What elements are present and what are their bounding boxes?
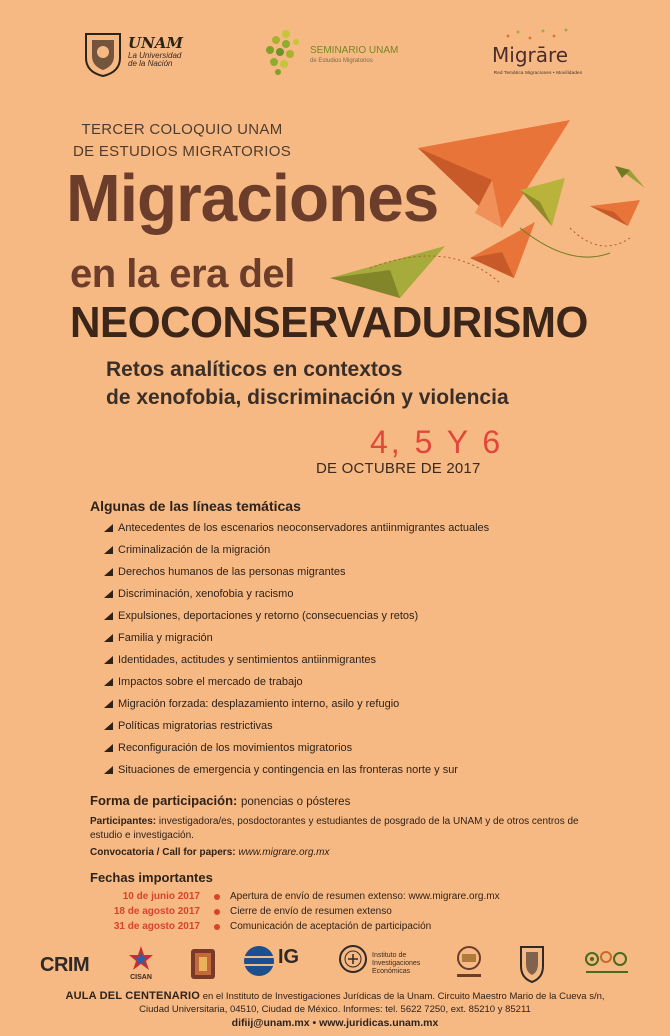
unam-logo	[128, 36, 188, 69]
migrare-title: Migrāre	[492, 43, 569, 67]
themes-heading: Algunas de las líneas temáticas	[90, 498, 301, 514]
university-seal-icon	[188, 944, 218, 984]
theme-text: Situaciones de emergencia y contingencia en las fronteras norte y sur	[118, 764, 458, 776]
date-row	[106, 904, 586, 919]
cisan-logo	[126, 944, 156, 984]
theme-text: Reconfiguración de los movimientos migratorios	[118, 742, 353, 754]
triangle-bullet-icon	[104, 656, 113, 664]
triangle-bullet-icon	[104, 634, 113, 642]
list-item	[104, 627, 544, 649]
cisan-star-icon	[126, 944, 156, 972]
list-item	[104, 517, 544, 539]
ig-logo	[242, 944, 322, 984]
list-item	[104, 715, 544, 737]
list-item	[104, 671, 544, 693]
iie-label-line1: Instituto de	[372, 952, 407, 959]
event-title-line2: en la era del	[70, 252, 295, 296]
theme-text: Antecedentes de los escenarios neoconservadores antiinmigrantes actuales	[118, 522, 490, 534]
list-item	[104, 561, 544, 583]
event-title-line3: NEOCONSERVADURISMO	[70, 298, 588, 347]
theme-text: Impactos sobre el mercado de trabajo	[118, 676, 303, 688]
event-subtitle-line1: Retos analíticos en contextos	[106, 358, 403, 381]
date-description: Apertura de envío de resumen extenso: www.migrare.org.mx	[230, 891, 500, 902]
participation-heading: Forma de participación:	[90, 793, 238, 808]
dot-bullet-icon	[214, 924, 220, 930]
seminario-title: SEMINARIO UNAM	[310, 45, 399, 56]
venue-rest: en el Instituto de Investigaciones Jurídicas de la Unam. Circuito Maestro Mario de la Cueva s/n,	[202, 991, 605, 1002]
unam-crest-small-icon	[518, 944, 546, 984]
date-value: 31 de agosto 2017	[113, 921, 200, 932]
triangle-bullet-icon	[104, 568, 113, 576]
date-description: Cierre de envío de resumen extenso	[230, 906, 392, 917]
event-month-year: DE OCTUBRE DE 2017	[316, 460, 481, 477]
event-title: Migraciones	[66, 161, 439, 236]
theme-text: Migración forzada: desplazamiento interno, asilo y refugio	[118, 698, 400, 710]
theme-text: Familia y migración	[118, 632, 213, 644]
theme-text: Criminalización de la migración	[118, 544, 271, 556]
date-value: 18 de agosto 2017	[113, 906, 200, 917]
seminario-dots-icon	[258, 28, 308, 78]
dates-heading: Fechas importantes	[90, 870, 213, 885]
iie-label-line3: Económicas	[372, 968, 411, 975]
seminario-subtitle: de Estudios Migratorios	[310, 58, 373, 64]
date-value: 10 de junio 2017	[122, 891, 200, 902]
date-row	[106, 919, 586, 934]
iie-label-line2: Investigaciones	[372, 960, 421, 967]
unam-crest-icon	[82, 30, 124, 78]
triangle-bullet-icon	[104, 766, 113, 774]
coloquio-line2: DE ESTUDIOS MIGRATORIOS	[72, 143, 292, 160]
iie-logo	[338, 944, 448, 984]
list-item	[104, 605, 544, 627]
event-days: 4, 5 Y 6	[370, 424, 504, 460]
theme-text: Discriminación, xenofobia y racismo	[118, 588, 294, 600]
list-item	[104, 539, 544, 561]
coloquio-line1: TERCER COLOQUIO UNAM	[81, 121, 283, 138]
triangle-bullet-icon	[104, 678, 113, 686]
coloquio-heading	[62, 119, 302, 163]
date-row	[106, 889, 586, 904]
participants	[90, 815, 610, 843]
themes-list	[104, 517, 544, 781]
venue-info	[20, 990, 650, 1016]
globe-icon	[242, 944, 276, 978]
theme-text: Derechos humanos de las personas migrantes	[118, 566, 346, 578]
list-item	[104, 737, 544, 759]
crim-logo: CRIM	[40, 954, 90, 976]
dot-bullet-icon	[214, 894, 220, 900]
unam-motto-line2: de la Nación	[128, 59, 173, 69]
event-subtitle	[106, 356, 509, 412]
iie-label	[372, 952, 442, 976]
dot-bullet-icon	[214, 909, 220, 915]
centenario-seal-icon	[454, 944, 484, 984]
list-item	[104, 759, 544, 781]
sponsor-logos	[36, 944, 636, 988]
participation-format	[90, 793, 350, 808]
venue-line1	[20, 990, 650, 1003]
ig-label: IG	[278, 946, 300, 968]
participants-text: investigadora/es, posdoctorantes y estudiantes de posgrado de la UNAM y de otros centros de estudio e investigación.	[90, 816, 579, 841]
migrare-logo	[488, 26, 588, 86]
list-item	[104, 649, 544, 671]
call-for-papers	[90, 847, 330, 858]
date-description: Comunicación de aceptación de participación	[230, 921, 432, 932]
call-label: Convocatoria / Call for papers:	[90, 847, 236, 858]
list-item	[104, 583, 544, 605]
seminario-logo	[258, 28, 408, 78]
call-url-link[interactable]: www.migrare.org.mx	[238, 847, 330, 858]
event-subtitle-line2: de xenofobia, discriminación y violencia	[106, 386, 509, 409]
participants-label: Participantes:	[90, 816, 157, 827]
unam-logo-text: UNAM	[128, 34, 184, 52]
triangle-bullet-icon	[104, 612, 113, 620]
triangle-bullet-icon	[104, 700, 113, 708]
list-item	[104, 693, 544, 715]
theme-text: Identidades, actitudes y sentimientos antiinmigrantes	[118, 654, 377, 666]
theme-text: Expulsiones, deportaciones y retorno (consecuencias y retos)	[118, 610, 419, 622]
triangle-bullet-icon	[104, 722, 113, 730]
venue-name: AULA DEL CENTENARIO	[65, 990, 201, 1002]
migrare-subtitle: Red Temática Migraciones • Movilidades	[493, 70, 583, 75]
dates-list	[106, 889, 586, 934]
theme-text: Políticas migratorias restrictivas	[118, 720, 273, 732]
cisan-label: CISAN	[130, 974, 152, 981]
triangle-bullet-icon	[104, 744, 113, 752]
seminario-small-logo-icon	[584, 944, 630, 984]
triangle-bullet-icon	[104, 590, 113, 598]
participation-format-value: ponencias o pósteres	[241, 796, 351, 808]
unam-motto-line1: La Universidad	[128, 50, 182, 60]
triangle-bullet-icon	[104, 524, 113, 532]
triangle-bullet-icon	[104, 546, 113, 554]
iie-seal-icon	[338, 944, 368, 974]
venue-line2: Ciudad Universitaria, 04510, Ciudad de México. Informes: tel. 5622 7250, ext. 85210 y 85211	[139, 1004, 531, 1015]
contact-info: difiij@unam.mx • www.juridicas.unam.mx	[231, 1017, 439, 1029]
